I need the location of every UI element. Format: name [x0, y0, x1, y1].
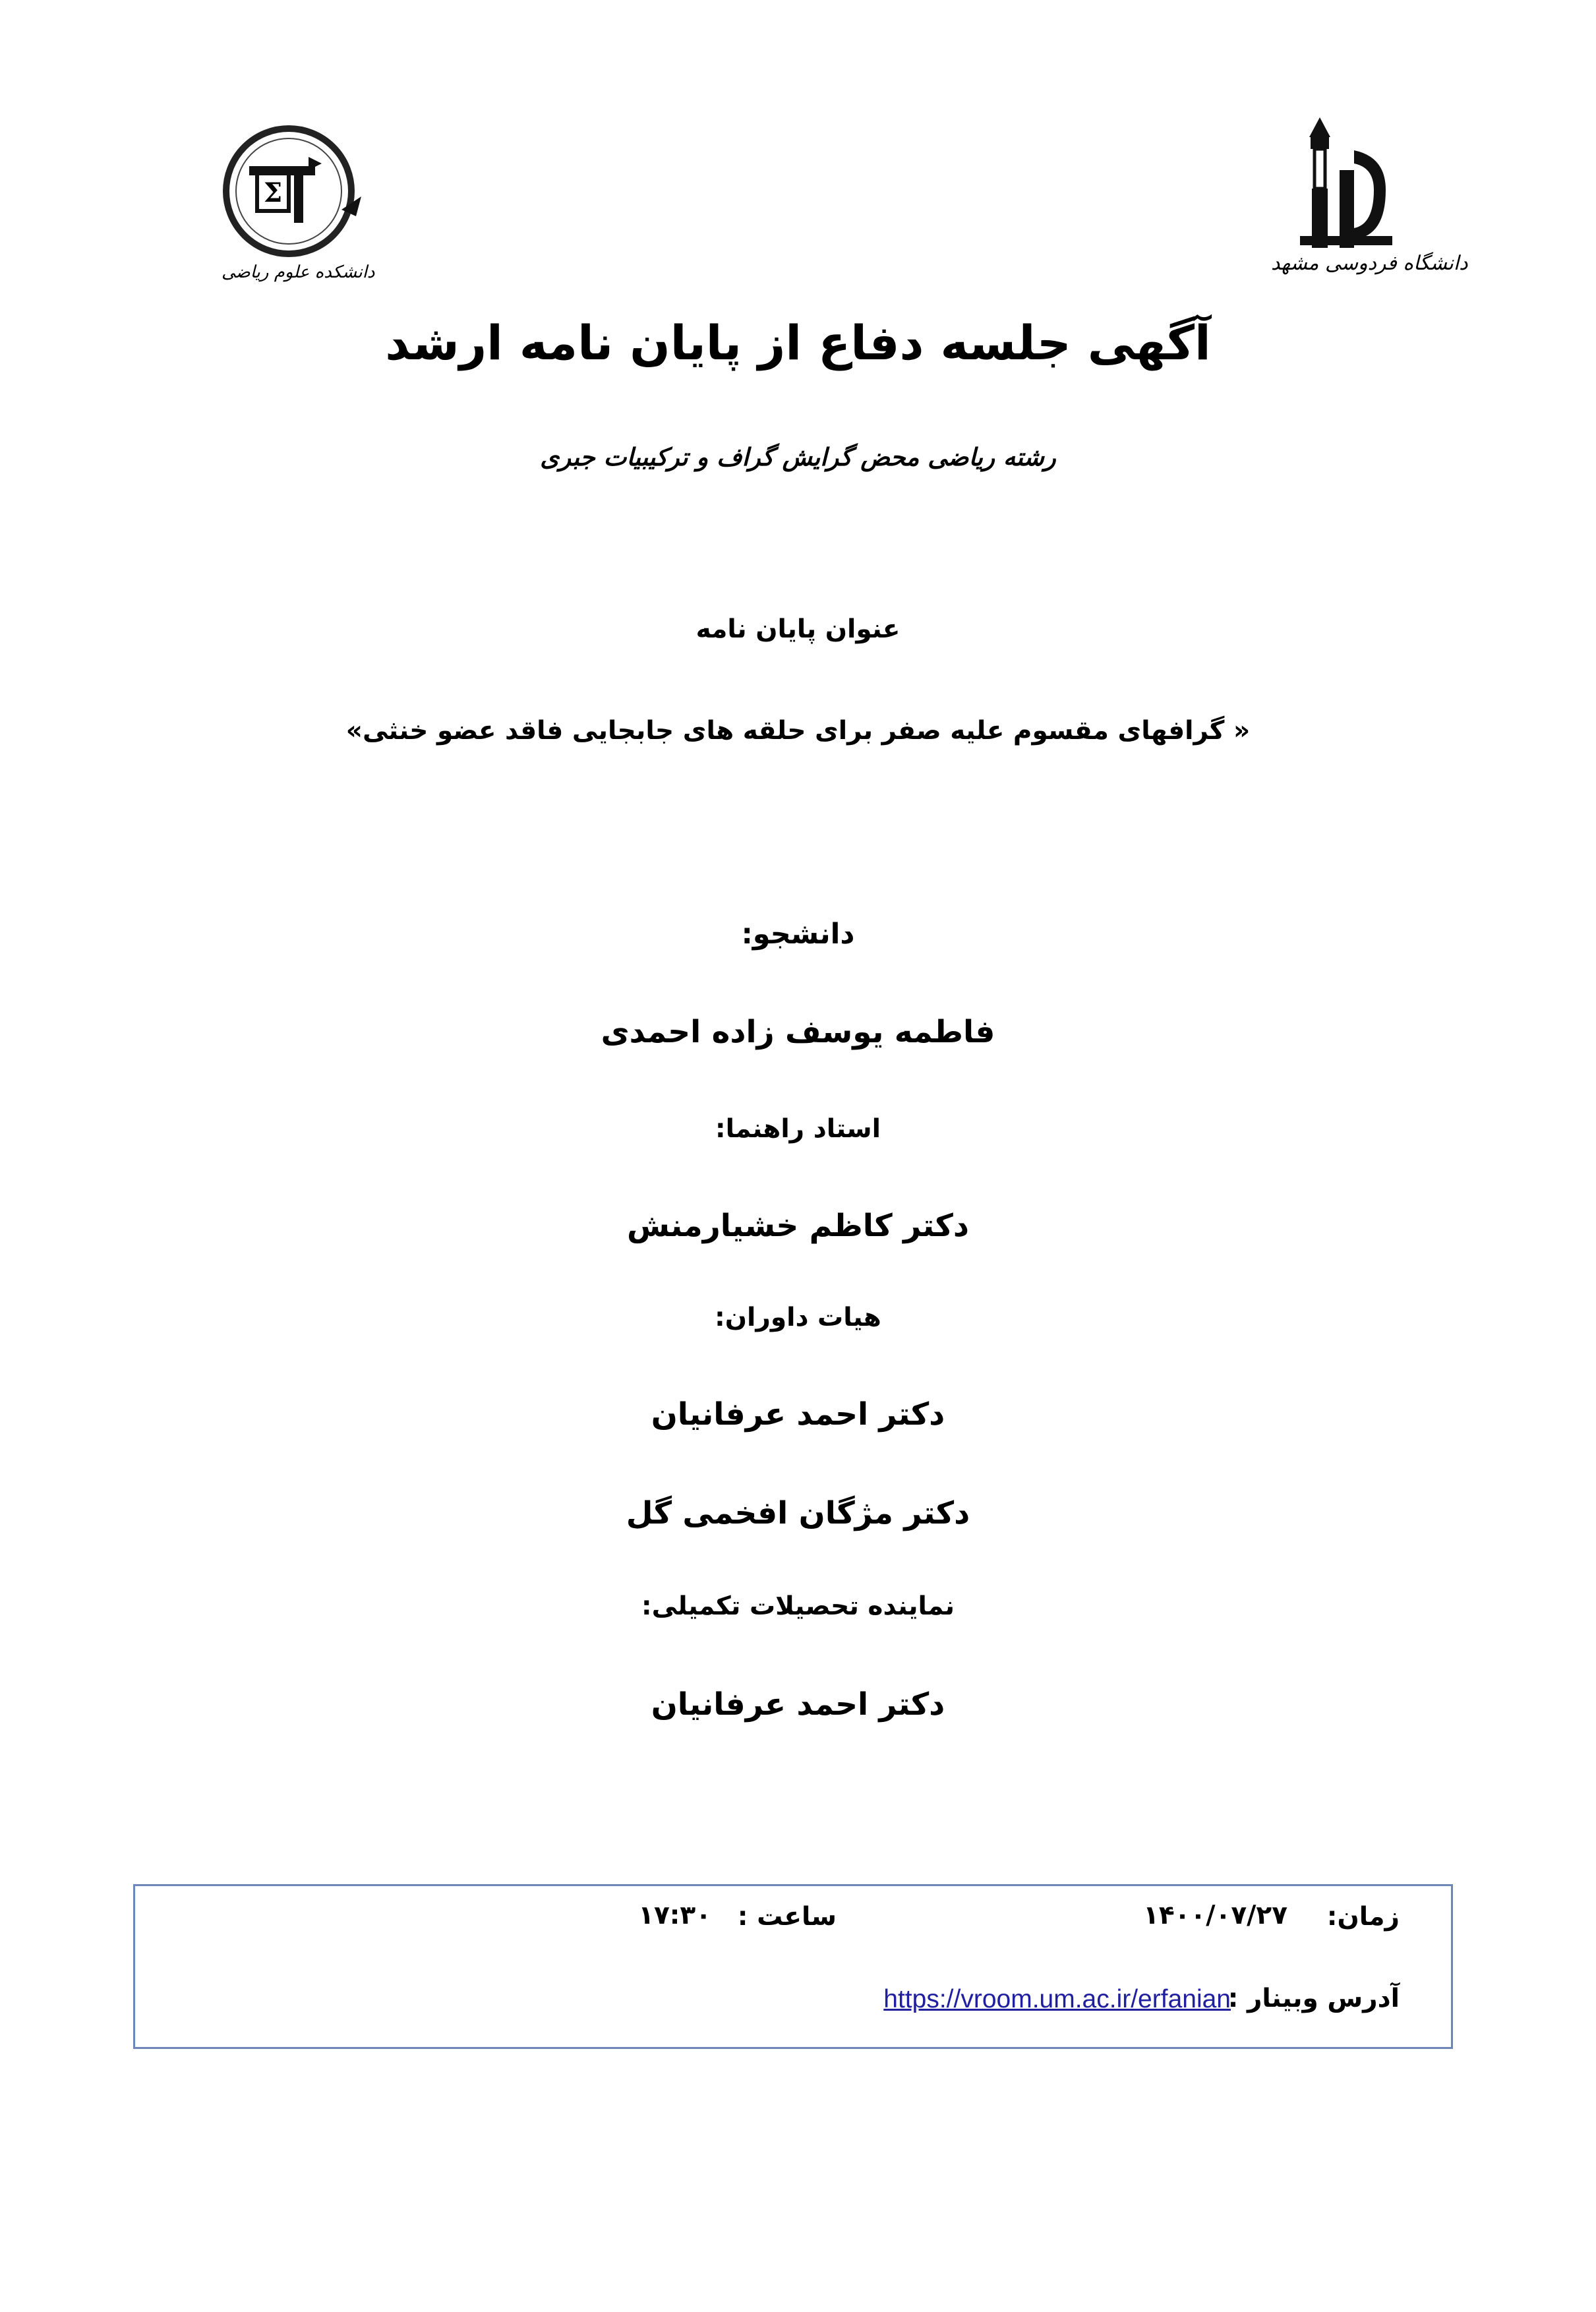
time-label: زمان:: [1326, 1902, 1400, 1932]
session-date: ۱۴۰۰/۰۷/۲۷: [1143, 1901, 1287, 1930]
session-info-box: [133, 1884, 1453, 2049]
session-hour: ۱۷:۳۰: [638, 1901, 711, 1930]
faculty-logo-caption: دانشکده علوم ریاضی: [222, 262, 375, 282]
committee-member: دکتر احمد عرفانیان: [651, 1396, 945, 1433]
faculty-emblem-icon: [210, 117, 381, 269]
student-label: دانشجو:: [741, 918, 855, 951]
advisor-label: استاد راهنما:: [715, 1114, 881, 1144]
hour-label: ساعت :: [737, 1902, 837, 1932]
field-subtitle: رشته ریاضی محض گرایش گراف و ترکیبیات جبری: [540, 443, 1056, 471]
committee-label: هیات داوران:: [715, 1303, 881, 1332]
svg-text:Σ: Σ: [263, 177, 283, 208]
grad-rep-name: دکتر احمد عرفانیان: [651, 1686, 945, 1723]
grad-rep-label: نماینده تحصیلات تکمیلی:: [641, 1591, 955, 1621]
student-name: فاطمه یوسف زاده احمدی: [601, 1014, 995, 1050]
notice-title: آگهی جلسه دفاع از پایان نامه ارشد: [385, 315, 1211, 371]
committee-member: دکتر مژگان افخمی گل: [626, 1495, 970, 1531]
webinar-label: آدرس وبینار :: [1227, 1984, 1400, 2013]
thesis-title: « گرافهای مقسوم علیه صفر برای حلقه های جابجایی فاقد عضو خنثی»: [345, 716, 1251, 746]
faculty-logo: [210, 117, 381, 269]
advisor-name: دکتر کاظم خشیارمنش: [626, 1208, 970, 1244]
university-logo: [1287, 111, 1405, 262]
thesis-title-label: عنوان پایان نامه: [695, 614, 901, 644]
university-logo-caption: دانشگاه فردوسی مشهد: [1271, 252, 1468, 275]
university-emblem-icon: [1287, 111, 1405, 262]
webinar-link[interactable]: https://vroom.um.ac.ir/erfanian: [883, 1985, 1231, 2013]
